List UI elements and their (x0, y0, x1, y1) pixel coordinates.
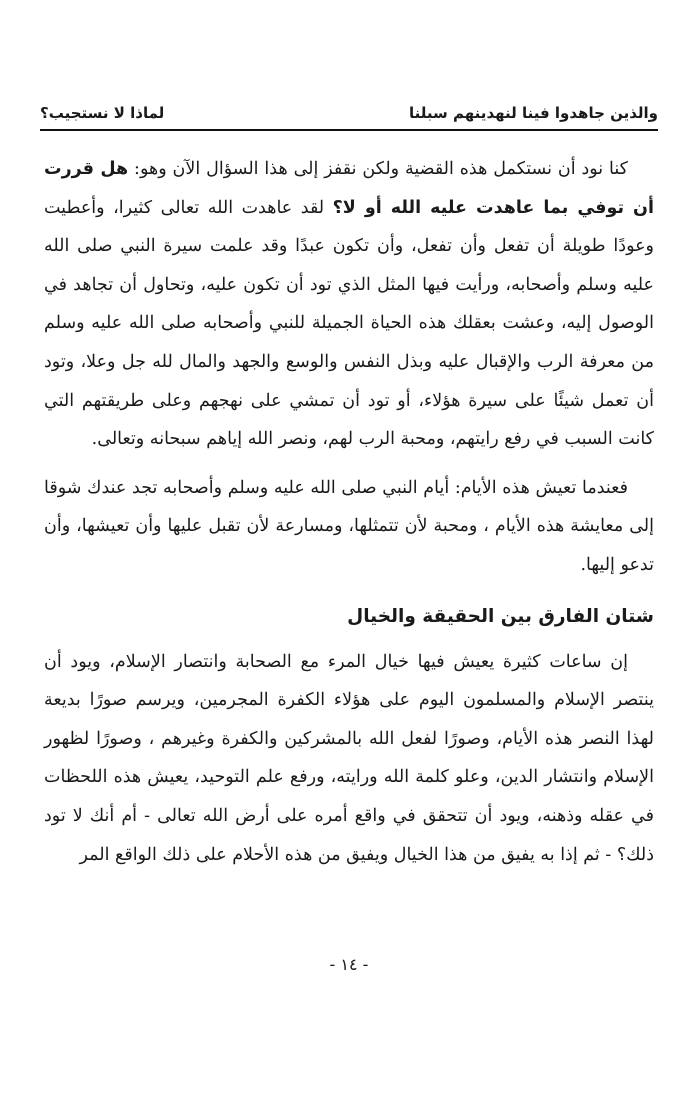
paragraph-2: فعندما تعيش هذه الأيام: أيام النبي صلى الله عليه وسلم وأصحابه تجد عندك شوقا إلى معايشة هذه الأيام ، ومحبة لأن تتمثلها، ومسارعة لأن تقبل عليها وأن تعيشها، وأن تدعو إليها. (44, 477, 654, 575)
page-body (44, 150, 654, 874)
page-number: - ١٤ - (329, 955, 369, 974)
header-divider (40, 129, 658, 131)
section-paragraph: إن ساعات كثيرة يعيش فيها خيال المرء مع الصحابة وانتصار الإسلام، ويود أن ينتصر الإسلام والمسلمون اليوم على هؤلاء الكفرة المجرمين، ويرسم صورًا بديعة لهذا النصر هذه الأيام، وصورًا لفعل الله بالمشركين والكفرة وغيرهم ، وصورًا لظهور الإسلام وانتشار الدين، وعلو كلمة الله ورايته، ورفع علم التوحيد، يعيش هذه اللحظات في عقله وذهنه، ويود أن تتحقق في واقع أمره على أرض الله تعالى - أم أنك لا تود ذلك؟ - ثم إذا به يفيق من هذا الخيال ويفيق من هذه الأحلام على ذلك الواقع المر (44, 651, 654, 865)
paragraph-1-body: لقد عاهدت الله تعالى كثيرا، وأعطيت وعودًا طويلة أن تفعل وأن تفعل، وأن تكون عبدًا وقد علمت سيرة النبي صلى الله عليه وسلم وأصحابه، ورأيت فيها المثل الذي تود أن تكون عليه، وتحاول أن تجاهد في الوصول إليه، وعشت بعقلك هذه الحياة الجميلة للنبي وأصحابه صلى الله عليه وسلم من معرفة الرب والإقبال عليه وبذل النفس والوسع والجهد والمال لله جل وعلا، وتود أن تعمل شيئًا على سيرة هؤلاء، أو تود أن تمشي على نهجهم وعلى طريقتهم التي كانت السبب في رفع رايتهم، ومحبة الرب لهم، ونصر الله إياهم سبحانه وتعالى. (44, 197, 654, 450)
section-heading: شتان الفارق بين الحقيقة والخيال (347, 605, 654, 627)
book-title: والذين جاهدوا فينا لنهدينهم سبلنا (409, 104, 658, 122)
paragraph-1-intro: كنا نود أن نستكمل هذه القضية ولكن نقفز إلى هذا السؤال الآن وهو: (128, 159, 628, 179)
paragraph-1 (44, 150, 654, 459)
running-header (40, 96, 658, 122)
chapter-title: لماذا لا نستجيب؟ (40, 104, 165, 122)
key-question: هل قررت أن توفي بما عاهدت عليه الله أو لا؟ (44, 159, 654, 218)
